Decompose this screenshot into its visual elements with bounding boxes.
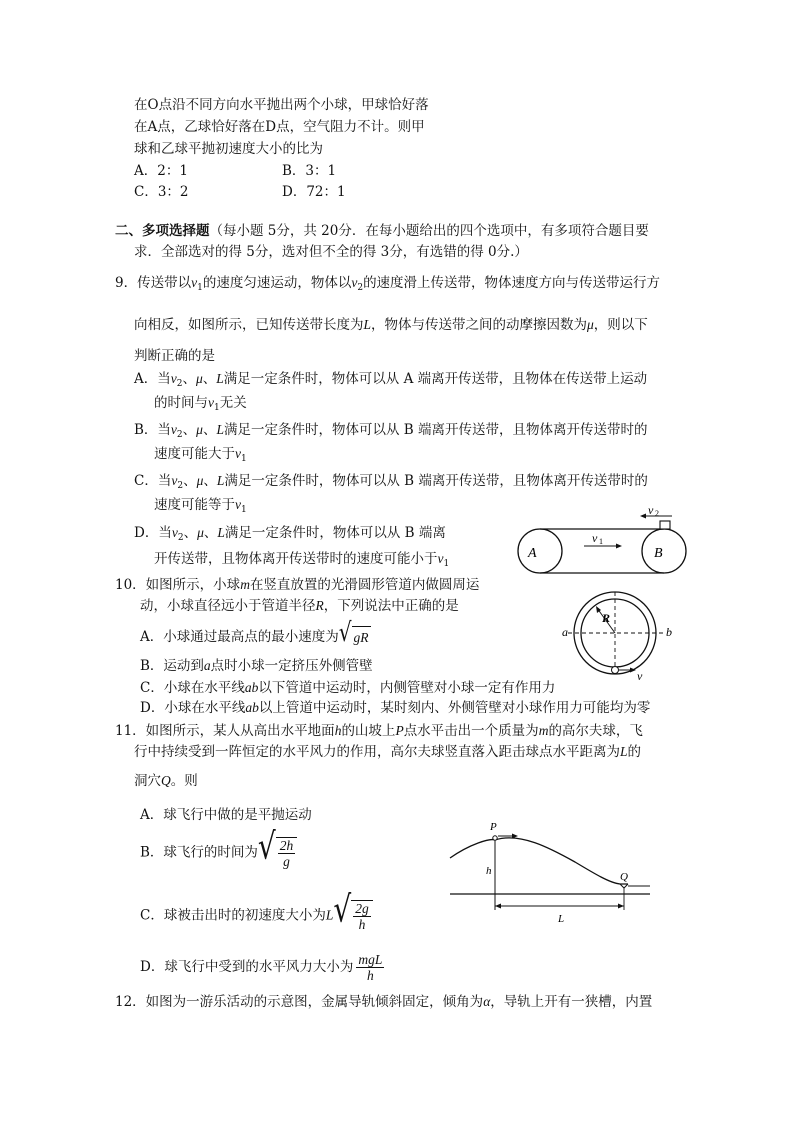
q11-text: 的	[627, 744, 642, 760]
q9-line-3: 判断正确的是	[134, 348, 215, 364]
q11-b-text: B．球飞行的时间为	[140, 844, 258, 861]
var-gR: gR	[352, 626, 371, 649]
cond: 满足一定条件时，	[223, 422, 332, 438]
sub-2: 2	[357, 283, 364, 293]
var-mu: μ	[195, 371, 203, 386]
pulley-a	[518, 529, 562, 573]
q9-text: 的速度匀速运动，物体以	[202, 275, 352, 291]
var-P: P	[395, 723, 404, 738]
var-v1: v	[235, 497, 241, 512]
sub-1: 1	[241, 454, 247, 464]
q9-a-text: 的时间与	[154, 395, 208, 411]
q11-text: 的山坡上	[341, 723, 396, 739]
q11-option-c	[140, 887, 373, 932]
circular-tube-figure	[560, 592, 680, 687]
label-a: a	[562, 625, 568, 639]
q9-c-text: 物体可以从 B 端离开传送带，且物体离开传送带时的	[332, 473, 648, 489]
sub-2: 2	[176, 430, 183, 440]
q9-option-d	[134, 524, 446, 547]
section-2-desc-2: 求．全部选对的得 5分，选对但不全的得 3分，有选错的得 0分.）	[134, 244, 528, 260]
hill-profile	[450, 838, 628, 884]
var-mu: μ	[197, 525, 204, 540]
q10-d-text: D．小球在水平线	[140, 700, 246, 716]
q9-text: 的速度滑上传送带，物体速度方向与传送带运行方	[363, 275, 661, 291]
q8-option-c: C．3：2	[134, 184, 189, 200]
var-Q: Q	[161, 773, 171, 788]
ball	[612, 667, 619, 674]
q9-option-c	[134, 472, 648, 495]
sqrt-2h-over-g: √ $\frac{2h}{g}$	[258, 837, 297, 869]
sep: 、	[203, 473, 217, 489]
num-2g: 2g	[355, 901, 369, 916]
q11-text: 点水平击出一个质量为	[403, 723, 539, 739]
q8-option-d: D．72：1	[282, 184, 346, 200]
opt-label: B．当	[134, 422, 171, 438]
q10-text: ，下列说法中正确的是	[323, 598, 459, 614]
q12-text: 12．如图为一游乐活动的示意图，金属导轨倾斜固定，倾角为	[115, 994, 484, 1010]
var-v2: v	[351, 275, 358, 290]
sqrt-gR: √ gR	[338, 616, 369, 648]
label-v2: v	[648, 503, 654, 517]
var-m: m	[538, 723, 549, 738]
den-g: g	[283, 854, 290, 869]
label-v1: v	[592, 531, 598, 545]
label-v1-sub: 1	[599, 537, 603, 546]
L-arrow-left	[495, 904, 501, 909]
cond: 满足一定条件时，	[224, 525, 333, 541]
q10-text: 10．如图所示，小球	[115, 577, 241, 593]
var-v2: v	[170, 422, 177, 437]
v2-arrowhead	[640, 514, 646, 519]
q11-text: 11．如图所示，某人从高出水平地面	[115, 723, 335, 739]
q9-option-b	[134, 421, 647, 444]
q11-option-a: A．球飞行中做的是平抛运动	[140, 807, 312, 823]
q11-option-b	[140, 824, 297, 869]
var-v1: v	[191, 275, 198, 290]
sub-1: 1	[197, 283, 203, 293]
v1-arrowhead	[616, 544, 622, 549]
golf-hill-figure	[450, 818, 650, 928]
section-2-header	[115, 222, 649, 240]
block	[660, 521, 670, 529]
opt-label: D．当	[134, 525, 172, 541]
q10-c-text: C．小球在水平线	[140, 680, 245, 696]
q10-text: 在竖直放置的光滑圆形管道内做圆周运	[249, 577, 480, 593]
q12-text: ，导轨上开有一狭槽，内置	[490, 994, 653, 1010]
num-2h: 2h	[279, 838, 294, 853]
q9-d-text: 开传送带，且物体离开传送带时的速度可能小于	[154, 551, 438, 567]
q10-c-text: 以下管道中运动时，内侧管壁对小球一定有作用力	[258, 680, 556, 696]
var-mu: μ	[196, 422, 203, 437]
var-L: L	[363, 317, 372, 332]
q10-option-a	[140, 616, 371, 649]
q11-line-2	[134, 743, 641, 761]
label-Q: Q	[620, 871, 628, 883]
var-L: L	[216, 473, 225, 488]
q9-text: ，则以下	[593, 317, 648, 333]
q11-option-d	[140, 952, 384, 983]
q9-option-c-2	[154, 496, 247, 519]
label-R: R	[602, 611, 611, 625]
conveyor-belt-figure	[512, 503, 692, 576]
q9-text: 向相反，如图所示，已知传送带长度为	[134, 317, 364, 333]
sub-2: 2	[177, 533, 184, 543]
q9-text: 9．传送带以	[115, 275, 192, 291]
q8-option-a: A．2：1	[134, 163, 188, 179]
q10-b-text: B．运动到	[140, 658, 204, 674]
q9-option-a-2	[154, 394, 247, 417]
label-P: P	[490, 821, 497, 833]
q8-line-1: 在O点沿不同方向水平抛出两个小球，甲球恰好落	[134, 97, 429, 113]
sep: 、	[203, 525, 218, 541]
q10-line-1	[115, 576, 479, 594]
section-2-title: 二、多项选择题	[115, 223, 210, 239]
q9-option-b-2	[154, 445, 247, 468]
q8-line-2: 在A点，乙球恰好落在D点，空气阻力不计。则甲	[134, 119, 425, 135]
var-a: a	[203, 658, 211, 673]
q10-option-b	[140, 657, 373, 675]
q12-line-1	[115, 993, 652, 1011]
var-m: m	[240, 577, 250, 592]
label-L: L	[558, 913, 565, 925]
q9-a-text: 物体可以从 A 端离开传送带，且物体在传送带上运动	[331, 371, 648, 387]
sub-2: 2	[177, 481, 184, 491]
var-alpha: α	[483, 994, 491, 1009]
var-ab: ab	[245, 700, 259, 715]
section-2-desc-1: （每小题 5分，共 20分．在每小题给出的四个选项中，有多项符合题目要	[209, 223, 649, 239]
cond: 满足一定条件时，	[224, 473, 333, 489]
pulley-b	[642, 529, 686, 573]
q9-c-text: 速度可能等于	[154, 497, 235, 513]
q11-text: 的高尔夫球，飞	[548, 723, 643, 739]
q11-text: 洞穴	[134, 773, 161, 789]
den-h: h	[366, 968, 374, 983]
var-v2: v	[171, 525, 178, 540]
num-mgL: mgL	[358, 952, 383, 967]
var-L: L	[620, 744, 628, 759]
var-L: L	[216, 371, 224, 386]
golf-ball	[493, 836, 497, 840]
label-b: b	[666, 625, 672, 639]
label-v2-sub: 2	[655, 509, 659, 518]
label-B: B	[654, 546, 663, 561]
den-h: h	[358, 917, 366, 932]
q9-option-d-2	[154, 550, 449, 573]
var-R: R	[315, 598, 324, 613]
q9-a-text: 无关	[219, 395, 247, 411]
q9-line-2	[134, 316, 648, 334]
var-L: L	[216, 422, 224, 437]
var-v2: v	[171, 473, 178, 488]
sep: 、	[183, 525, 198, 541]
q10-option-d	[140, 699, 650, 717]
L-arrow-right	[618, 904, 624, 909]
q10-d-text: 以上管道中运动时，某时刻内、外侧管壁对小球作用力可能均为零	[258, 700, 651, 716]
q11-text: 。则	[170, 773, 198, 789]
var-mu: μ	[196, 473, 204, 488]
label-v: v	[637, 669, 643, 683]
q10-a-text: A．小球通过最高点的最小速度为	[140, 629, 339, 645]
q10-b-text: 点时小球一定挤压外侧管壁	[210, 658, 373, 674]
sub-1: 1	[214, 403, 220, 413]
q9-b-text: 物体可以从 B 端离开传送带，且物体离开传送带时的	[331, 422, 648, 438]
sub-2: 2	[176, 379, 183, 389]
var-L: L	[325, 907, 334, 923]
var-v2: v	[170, 371, 177, 386]
q8-line-3: 球和乙球平抛初速度大小的比为	[134, 141, 323, 157]
q9-line-1	[115, 274, 660, 297]
q11-c-text: C．球被击出时的初速度大小为	[140, 907, 326, 924]
q9-text: ，物体与传送带之间的动摩擦因数为	[371, 317, 588, 333]
q10-option-c	[140, 679, 555, 697]
q11-line-1	[115, 722, 643, 740]
opt-label: A．当	[134, 371, 171, 387]
q11-d-text: D．球飞行中受到的水平风力大小为	[140, 959, 354, 975]
var-mu: μ	[587, 317, 594, 332]
label-A: A	[528, 546, 537, 561]
q11-line-3	[134, 772, 198, 790]
q9-option-a	[134, 370, 647, 393]
opt-label: C．当	[134, 473, 172, 489]
var-h: h	[334, 723, 342, 738]
var-v1: v	[437, 551, 444, 566]
sep: 、	[202, 422, 217, 438]
q11-text: 行中持续受到一阵恒定的水平风力的作用，高尔夫球竖直落入距击球点水平距离为	[134, 744, 620, 760]
var-L: L	[217, 525, 225, 540]
q9-d-text: 物体可以从 B 端离	[332, 525, 446, 541]
sqrt-2g-over-h: √ $\frac{2g}{h}$	[333, 900, 372, 932]
var-ab: ab	[244, 680, 259, 695]
sep: 、	[202, 371, 217, 387]
q10-text: 动，小球直径远小于管道半径	[140, 598, 316, 614]
sub-1: 1	[443, 559, 450, 569]
sub-1: 1	[241, 505, 247, 515]
sep: 、	[183, 473, 197, 489]
q9-b-text: 速度可能大于	[154, 446, 235, 462]
q8-option-b: B．3：1	[282, 163, 337, 179]
cond: 满足一定条件时，	[223, 371, 332, 387]
label-h: h	[486, 865, 492, 877]
q10-line-2	[140, 597, 459, 615]
sep: 、	[182, 422, 197, 438]
var-v1: v	[208, 395, 214, 410]
sep: 、	[182, 371, 196, 387]
var-v1: v	[235, 446, 241, 461]
